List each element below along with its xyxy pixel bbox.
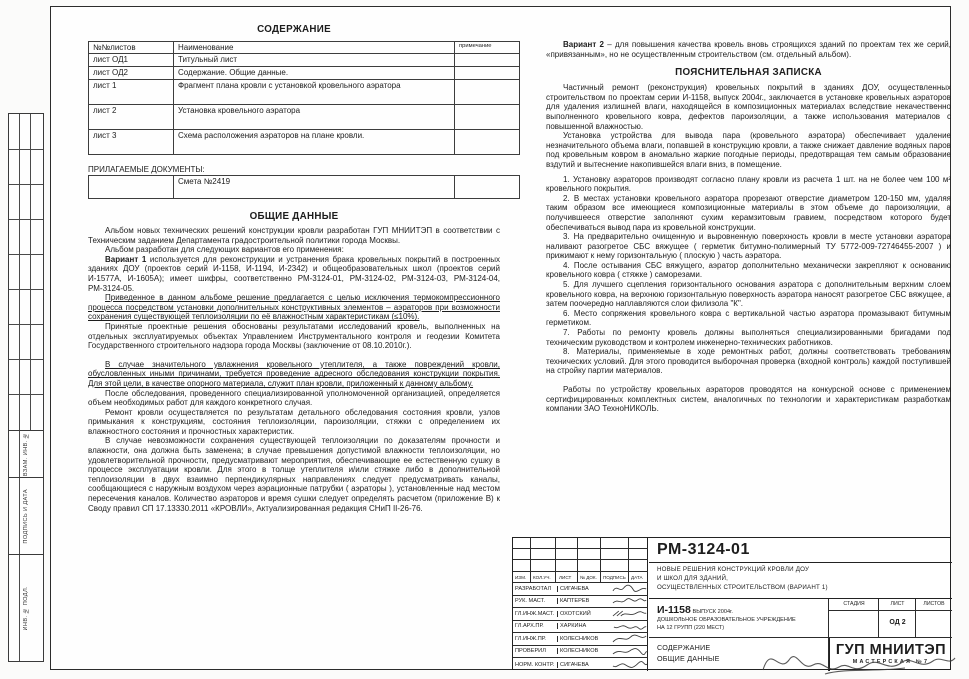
project-title-line: И ШКОЛ ДЛЯ ЗДАНИЙ, [657,574,729,582]
stamp-strip-section-inv [9,555,43,661]
stamp-strip-section-podpis [9,478,43,555]
paragraph: Ремонт кровли осуществляется по результатам детального обследования состояния кровли, узлов примыкания к конструкциям, состояния теплоизоляции, пароизоляции, стяжки с определением их влажностного состояния и прочностных характеристик. [88,407,500,436]
header-dok: № ДОК. [580,575,597,580]
left-stamp-strip [8,113,44,662]
signer-row [513,621,648,634]
signer-role: РУК. МАСТ. [515,598,545,605]
variant-2-text: – для повышения качества кровель вновь строящихся зданий по проектам тех же серий, «привязанным», но не осуществленным строительством (см. отдельный альбом). [546,40,952,59]
stamp-strip-section-vzam [9,431,43,478]
signer-row [513,646,648,659]
table-row [89,105,520,130]
toc-header-row [89,42,520,54]
sheet-content-line: СОДЕРЖАНИЕ [657,643,711,652]
list-item: 7. Работы по ремонту кровель должны выполняться специализированными бригадами под техническим руководством и контролем инженерно-технических работников. [546,328,951,347]
stage-sheet-table [829,599,952,638]
organization-workshop: МАСТЕРСКАЯ №7 [852,659,930,665]
signer-role: НОРМ. КОНТР. [515,661,555,668]
signature-scribble [611,621,648,632]
stage-label: СТАДИЯ [843,601,865,607]
explanatory-note-title: ПОЯСНИТЕЛЬНАЯ ЗАПИСКА [675,67,822,79]
signature-scribble [611,646,648,657]
project-title [649,563,952,599]
signature-scribble [611,583,648,594]
signature-table [513,538,648,671]
list-item: 3. На предварительно очищенную и выровненную поверхность кровли в месте установки аэратора наливают разогретое СБС вяжущее ( герметик битумно-полимерный ТУ 5772-009-72746455-2007 ) и прижимают к нему горизонтальную ( плоскую ) часть аэратора. [546,232,951,261]
series-issue: ВЫПУСК 2004г. [692,609,733,615]
project-title-line: НОВЫЕ РЕШЕНИЯ КОНСТРУКЦИЙ КРОВЛИ ДОУ [657,566,810,573]
series-cell [649,599,829,638]
signer-row [513,596,648,609]
header-podpis: ПОДПИСЬ [603,575,626,580]
stamp-strip-label: ИНВ. № ПОДЛ. [23,585,29,631]
signer-row [513,583,648,596]
stamp-strip-grid [9,114,43,431]
toc-title: СОДЕРЖАНИЕ [257,24,331,35]
paragraph: Установка устройства для вывода пара (кровельного аэратора) обеспечивает удаление незначительного объема влаги, попавшей в конструкцию кровли, а также снижает давление водяных паров под кровельным ковром в аномально жаркие погодные периоды, предотвращая тем самым образование вздутий и вытеснение накопившейся влаги вниз, в помещение. [546,131,951,169]
toc-cell-note [455,105,520,130]
header-data: ДАТА [631,575,643,580]
signature-scribble [611,596,648,607]
signature-scribble [611,608,648,619]
signer-role: ПРОВЕРИЛ [515,648,546,655]
right-column [546,40,951,414]
signer-name: СИГАЧЕВА [557,662,611,668]
general-data-title: ОБЩИЕ ДАННЫЕ [249,211,339,222]
toc-cell-sheet: лист 1 [89,80,174,105]
list-item: 8. Материалы, применяемые в ходе ремонтных работ, должны соответствовать требованиям технических условий. Для этого проводится выборочная проверка (входной контроль) каждой поступившей на стройку партии материалов. [546,347,951,376]
paragraph-variant-1 [88,255,500,293]
sheets-label: ЛИСТОВ [923,601,945,607]
paragraph: Частичный ремонт (реконструкция) кровельных покрытий в зданиях ДОУ, осуществленных строительством по проектам серии И-1158, выпуск 2004г., заключается в установке кровельных аэраторов для удаления излишней влаги, находящейся в композиционных материалах вследствие некачественно выполненного кровельного ковра, дефектов пароизоляции, а также использования материалов с повышенной влажностью. [546,83,951,131]
stamp-strip-label: ВЗАМ. ИНВ. № [23,431,29,477]
list-item: 5. Для лучшего сцепления горизонтального основания аэратора с дополнительным верхним слоем кровельного ковра, на верхнюю горизонтальную поверхность аэратора наносят разогретое СБС вяжущее, а затем поочередно наплавляются слои филизола "К". [546,280,951,309]
sheet-content-line: ОБЩИЕ ДАННЫЕ [657,653,720,663]
table-row [89,130,520,155]
toc-cell-sheet: лист ОД1 [89,54,174,67]
series-line [657,603,828,617]
paragraph-variant-2 [546,40,951,59]
closing-paragraph: Работы по устройству кровельных аэраторов проводятся на конкурсной основе с применением сертифицированных комплектных систем, аналогичных по технологии и характеристикам разработкам компании ЗАО ТехноНИКОЛЬ. [546,385,951,414]
sheet-label: ЛИСТ [890,601,905,607]
attached-cell-empty [89,176,174,199]
signer-name: КОЛЕСНИКОВ [557,648,611,654]
attached-cell-note [455,176,520,199]
signer-row [513,658,648,671]
signer-name: ХАРКИНА [557,623,611,629]
signer-role: ГЛ.ИНЖ.МАСТ. [515,610,555,617]
paragraph: Альбом новых технических решений конструкции кровли разработан ГУП МНИИТЭП в соответствии с Техническим заданием Департамента градостроительной политики города Москвы. [88,226,500,245]
table-row [89,54,520,67]
stamp-strip-label: ПОДПИСЬ И ДАТА [23,488,29,544]
table-row [89,67,520,80]
toc-cell-note [455,54,520,67]
toc-cell-note [455,67,520,80]
document-code: РМ-3124-01 [649,538,952,563]
signer-name: СИГАЧЕВА [557,586,611,592]
toc-header-num: №№листов [89,42,174,54]
series-desc: НА 12 ГРУПП (220 МЕСТ) [657,624,725,631]
signer-row [513,633,648,646]
handwritten-signature [755,638,960,679]
signer-role: ГЛ.ИНЖ.ПР. [515,635,546,642]
attached-docs-table [88,175,520,199]
series-code: И-1158 [657,604,691,616]
toc-cell-name: Содержание. Общие данные. [174,67,455,80]
list-item: 2. В местах установки кровельного аэратора прорезают отверстие диаметром 120-150 мм, удаляя таким образом все имеющиеся композиционные материалы в этом объеме до пароизоляции, а получившееся отверстие заполняют сухим керамзитовым гравием, посредством которого будет обеспечиваться вывод пара из кровельной конструкции. [546,193,951,232]
signer-row [513,608,648,621]
header-list: ЛИСТ [559,575,572,580]
toc-cell-name: Титульный лист [174,54,455,67]
signer-name: КАПТЕРЕВ [557,598,611,604]
paragraph: В случае невозможности сохранения существующей теплоизоляции по доказателям прочности и влажности, она должна быть заменена; в случае превышения допустимой влажности теплоизоляции, но удовлетворительной прочности, предусматривают мероприятия, обеспечивающие ее естественную сушку в процессе эксплуатации кровли. Для этого в толще утеплителя и/или стяжке либо в дополнительной теплоизоляции в двух взаимно перпендикулярных направлениях следует предусматривать каналы, сообщающиеся с наружным воздухом через аэрационные патрубки ( аэраторы ), установленные над местом пересечения каналов. Количество аэраторов и время сушки следует определять расчетом (приложение В) к Своду правил СП 17.13330.2011 «КРОВЛИ», Актуализированная редакция СНиП II-26-76. [88,436,500,513]
header-koluch: КОЛ.УЧ. [533,575,551,580]
variant-2-lead: Вариант 2 [563,40,604,49]
toc-cell-sheet: лист 2 [89,105,174,130]
toc-cell-note [455,130,520,155]
paragraph: Альбом разработан для следующих вариантов его применения: [105,245,344,255]
attached-docs-label: ПРИЛАГАЕМЫЕ ДОКУМЕНТЫ: [88,165,205,174]
signature-scribble [611,633,648,644]
signer-role: ГЛ.АРХ.ПР. [515,623,544,630]
paragraph: Принятые проектные решения обоснованы результатами исследований кровель, выполненных на отдельных эксплуатируемых объектах Управлением Инструментального контроля и геодезии Комитета Государственного строительного надзора города Москвы (заключение от 08.10.2010г.). [88,321,500,351]
toc-cell-name: Установка кровельного аэратора [174,105,455,130]
paragraph-underlined: Приведенное в данном альбоме решение предлагается с целью исключения термокомпрессионного процесса посредством установки дополнительных конструктивных элементов – аэраторов при возможности сохранения существующей теплоизоляции по её влажностным характеристикам (≤10%). [88,293,500,322]
toc-cell-name: Схема расположения аэраторов на плане кровли. [174,130,455,155]
list-item: 4. После остывания СБС вяжущего, аэратор дополнительно механически закрепляют к основанию кровельного ковра ( стяжке ) саморезами. [546,260,951,280]
signer-name: ОХОТСКИЙ [557,611,611,617]
list-item: 6. Место сопряжения кровельного ковра с вертикальной частью аэратора промазывают битумным герметиком. [546,308,951,328]
paragraph-underlined: В случае значительного увлажнения кровельного утеплителя, а также повреждений кровли, обусловленных иными причинами, требуется проведение адресного обследования конструкции покрытия. Для этой цели, в качестве опорного материала, служит план кровли, приложенный к данному альбому. [88,359,500,388]
toc-table [88,41,520,155]
attached-cell-doc: Смета №2419 [174,176,455,199]
signer-name: КОЛЕСНИКОВ [557,636,611,642]
sheet-number: ОД 2 [889,619,906,626]
organization-name: ГУП МНИИТЭП [835,642,947,658]
variant-1-lead: Вариант 1 [105,254,147,264]
variant-1-text: используется для реконструкции и устранения брака кровельных покрытий в построенных зданиях ДОУ (проектов серий И-1158, И-1194, И-2342) и общеобразовательных школ (проектов серий И-1577А, И-1605А); имеет шифры, соответственно РМ-3124-01, РМ-3124-02, РМ-3124-03, РМ-3124-04, РМ-3124-05. [88,254,501,293]
signature-table-header [513,572,648,583]
signer-role: РАЗРАБОТАЛ [515,585,552,592]
toc-cell-name: Фрагмент плана кровли с установкой кровельного аэратора [174,80,455,105]
toc-header-note: примечание [455,42,520,54]
paragraph: После обследования, проведенного специализированной уполномоченной организацией, определяется объем необходимых работ для каждого конкретного случая. [88,388,500,408]
table-row [89,176,520,199]
left-column [88,24,500,513]
toc-cell-note [455,80,520,105]
list-item: 1. Установку аэраторов производят согласно плану кровли из расчета 1 шт. на не более чем 100 м² кровельного покрытия. [546,174,951,194]
signature-scribble [611,659,648,670]
project-title-line: ОСУЩЕСТВЛЕННЫХ СТРОИТЕЛЬСТВОМ (ВАРИАНТ 1) [657,583,828,591]
header-izm: ИЗМ. [515,575,527,580]
toc-cell-sheet: лист ОД2 [89,67,174,80]
toc-header-name: Наименование [174,42,455,54]
series-desc: ДОШКОЛЬНОЕ ОБРАЗОВАТЕЛЬНОЕ УЧРЕЖДЕНИЕ [657,617,796,624]
toc-cell-sheet: лист 3 [89,130,174,155]
table-row [89,80,520,105]
